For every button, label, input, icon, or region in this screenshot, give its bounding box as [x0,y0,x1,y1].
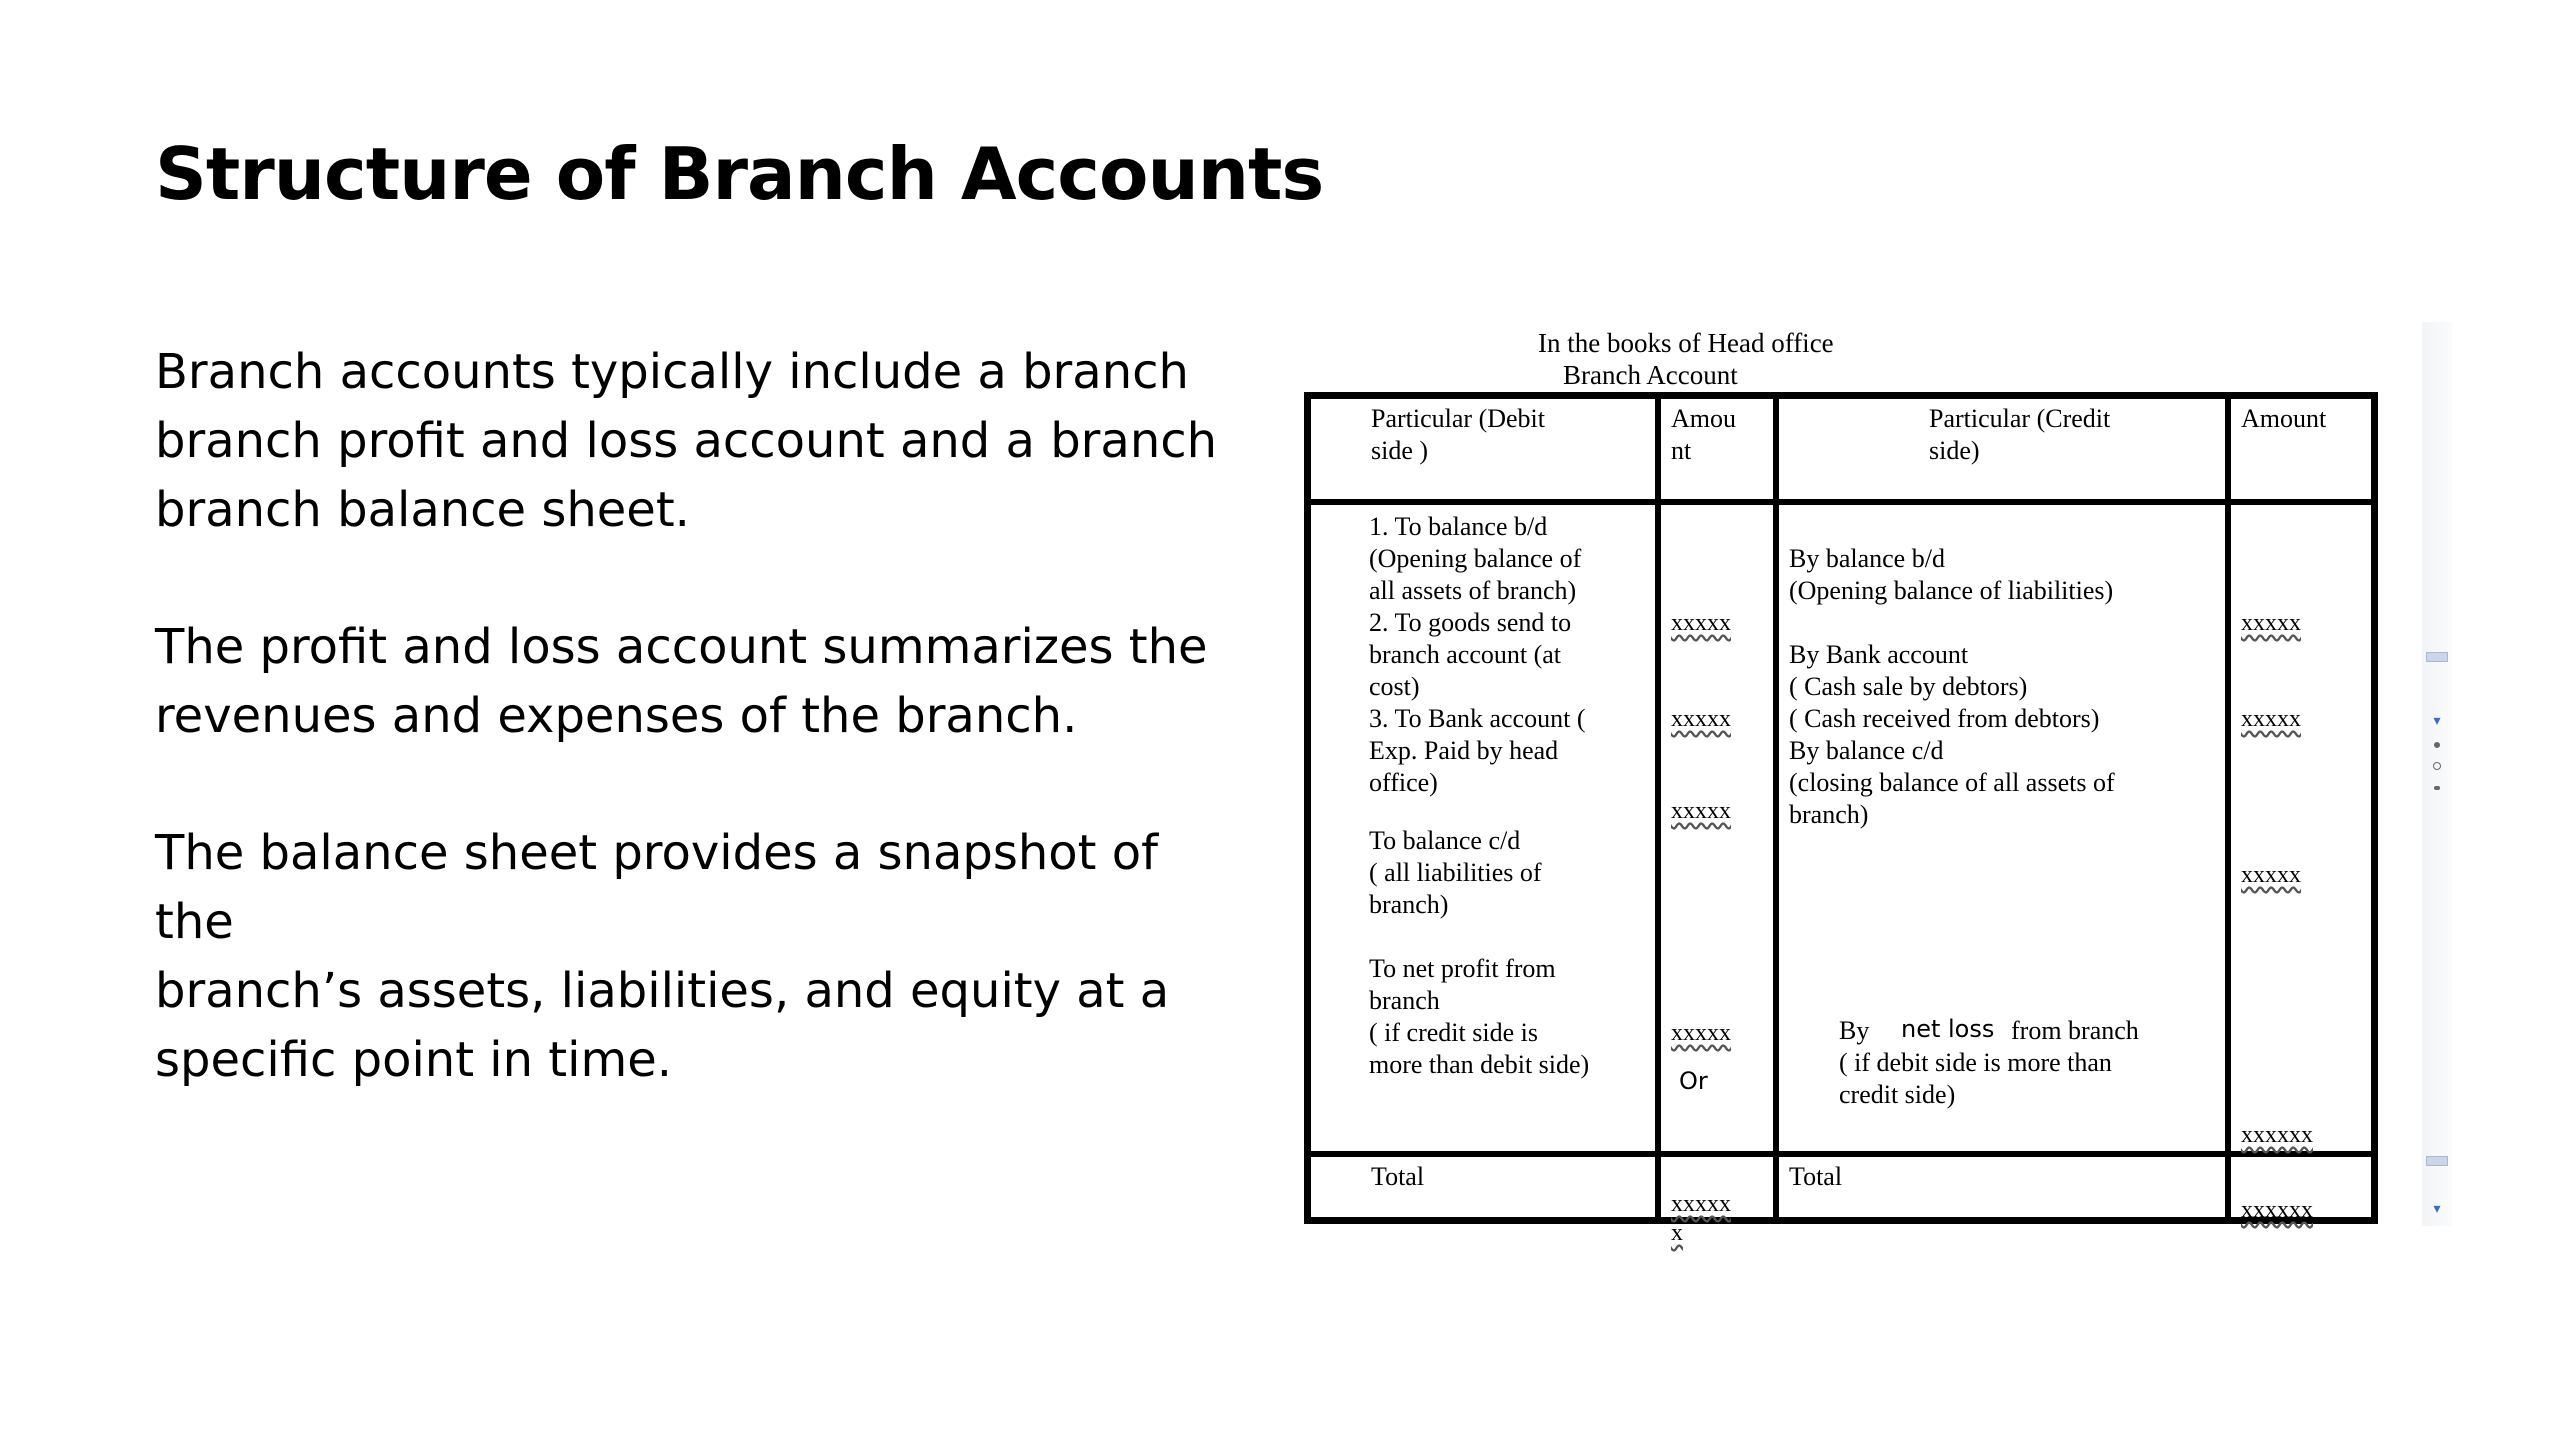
paragraph-balance-sheet: The balance sheet provides a snapshot of the branch’s assets, liabilities, and equity at a specific point in time. [155,825,1170,1088]
dot-icon-small[interactable] [2434,786,2440,790]
debit-item-bank-account: 3. To Bank account ( Exp. Paid by head office) [1369,704,1586,797]
total-credit-label: Total [1776,1154,2228,1220]
credit-item-balance-bd: By balance b/d (Opening balance of liabilities) [1789,544,2114,605]
total-credit-amount [2228,1154,2374,1223]
figure-scrollbar[interactable] [2422,322,2452,1226]
debit-item-goods-sent: 2. To goods send to branch account (at cost) [1369,608,1572,701]
credit-item-net-loss-note: ( if debit side is more than credit side) [1839,1048,2112,1109]
debit-item-balance-cd: To balance c/d ( all liabilities of branch) [1369,826,1542,919]
scrollbar-track-mark [2426,652,2448,662]
debit-amount-3: xxxxx [1671,798,1731,824]
debit-amounts-cell [1658,502,1776,1154]
paragraph-branch-accounts: Branch accounts typically include a branch branch profit and loss account and a branch branch balance sheet. [155,344,1218,538]
total-debit-amount-value: xxxxx x [1671,1191,1731,1246]
credit-amount-1: xxxxx [2241,610,2301,636]
header-debit-particular: Particular (Debit side ) [1308,396,1658,502]
paragraph-profit-loss: The profit and loss account summarizes the revenues and expenses of the branch. [155,619,1208,744]
credit-item-net-loss-label: net loss [1901,1015,1995,1043]
header-credit-amount: Amount [2228,396,2374,502]
chevron-down-icon-bottom[interactable]: ▾ [2433,1201,2441,1217]
figure-caption-books: In the books of Head office [1538,328,1834,358]
scrollbar-thumb[interactable] [2426,1156,2448,1166]
total-debit-amount [1658,1154,1776,1246]
credit-item-net-loss-from: from branch [2011,1016,2139,1045]
dot-icon[interactable] [2434,742,2440,748]
figure-caption-account: Branch Account [1563,360,1738,390]
debit-particulars-cell [1308,502,1658,1154]
total-debit-label: Total [1308,1154,1658,1220]
branch-account-ledger [1304,392,2378,1246]
credit-amount-3: xxxxx [2241,862,2301,888]
total-credit-amount-value: xxxxxx [2241,1197,2313,1223]
slide-body [155,338,1245,1163]
credit-particulars-cell [1776,502,2228,1154]
chevron-down-icon[interactable]: ▾ [2433,713,2441,729]
debit-amount-1: xxxxx [1671,610,1731,636]
slide-title: Structure of Branch Accounts [155,132,1324,216]
or-label: Or [1679,1067,1708,1095]
credit-amount-2: xxxxx [2241,706,2301,732]
credit-amount-4: xxxxxx [2241,1122,2313,1148]
credit-item-net-loss-by: By [1839,1016,1870,1045]
debit-amount-2: xxxxx [1671,706,1731,732]
credit-amounts-cell [2228,502,2374,1154]
header-credit-particular: Particular (Credit side) [1776,396,2228,502]
header-debit-amount: Amou nt [1658,396,1776,502]
debit-item-net-profit: To net profit from branch ( if credit side is more than debit side) [1369,954,1590,1079]
debit-amount-4: xxxxx [1671,1020,1731,1046]
circle-icon[interactable] [2433,762,2441,770]
debit-item-balance-bd: 1. To balance b/d (Opening balance of all assets of branch) [1369,512,1582,605]
credit-item-bank-account: By Bank account ( Cash sale by debtors) ( Cash received from debtors) By balance c/d (closing balance of all assets of branch) [1789,640,2115,829]
